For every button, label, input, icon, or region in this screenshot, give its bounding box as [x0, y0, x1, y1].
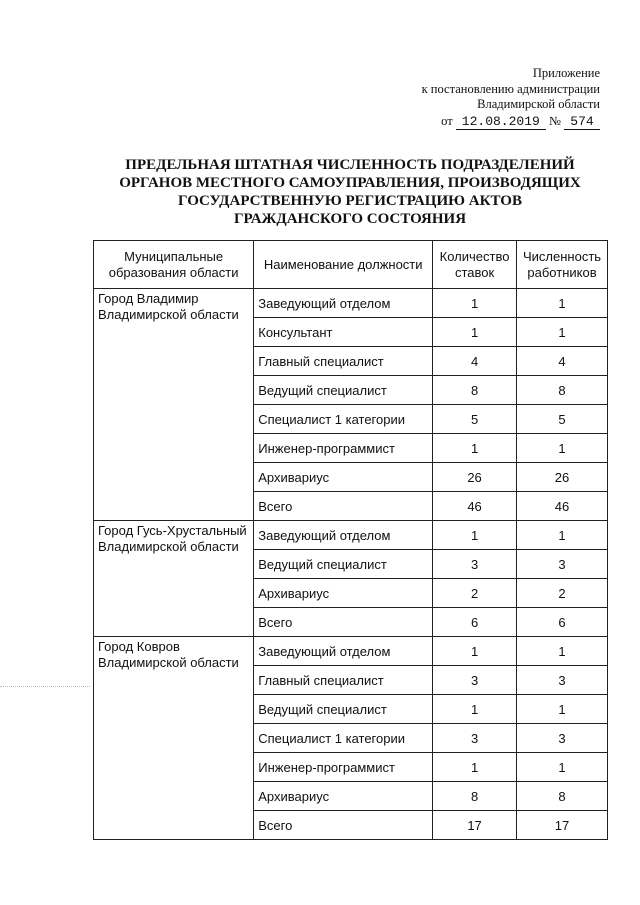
workers-cell: 1 [517, 753, 608, 782]
header-position: Наименование должности [254, 241, 433, 289]
resolution-date: 12.08.2019 [456, 115, 546, 130]
position-cell: Специалист 1 категории [254, 724, 433, 753]
position-cell: Главный специалист [254, 666, 433, 695]
rates-cell: 1 [433, 695, 517, 724]
title-line: ГРАЖДАНСКОГО СОСТОЯНИЯ [233, 211, 467, 227]
workers-cell: 2 [517, 579, 608, 608]
rates-cell: 4 [433, 347, 517, 376]
position-cell: Главный специалист [254, 347, 433, 376]
header-workers: Численность работников [517, 241, 608, 289]
workers-cell: 46 [517, 492, 608, 521]
title-line: ГОСУДАРСТВЕННУЮ РЕГИСТРАЦИЮ АКТОВ [178, 193, 522, 209]
position-cell: Архивариус [254, 782, 433, 811]
rates-cell: 1 [433, 521, 517, 550]
position-cell: Заведующий отделом [254, 289, 433, 318]
workers-cell: 3 [517, 724, 608, 753]
workers-cell: 26 [517, 463, 608, 492]
title-line: ПРЕДЕЛЬНАЯ ШТАТНАЯ ЧИСЛЕННОСТЬ ПОДРАЗДЕЛЕНИЙ [125, 157, 575, 173]
position-cell: Заведующий отделом [254, 521, 433, 550]
workers-cell: 1 [517, 289, 608, 318]
rates-cell: 26 [433, 463, 517, 492]
resolution-number: 574 [564, 115, 600, 130]
rates-cell: 8 [433, 376, 517, 405]
title-line: ОРГАНОВ МЕСТНОГО САМОУПРАВЛЕНИЯ, ПРОИЗВОДЯЩИХ [119, 175, 581, 191]
position-cell: Всего [254, 811, 433, 840]
municipality-cell: Город Ковров Владимирской области [94, 637, 254, 840]
position-cell: Ведущий специалист [254, 695, 433, 724]
appendix-resolution: к постановлению администрации [421, 81, 600, 96]
workers-cell: 3 [517, 666, 608, 695]
position-cell: Ведущий специалист [254, 376, 433, 405]
rates-cell: 8 [433, 782, 517, 811]
table-row [94, 521, 608, 550]
workers-cell: 3 [517, 550, 608, 579]
workers-cell: 8 [517, 376, 608, 405]
appendix-block [380, 66, 600, 130]
rates-cell: 2 [433, 579, 517, 608]
position-cell: Инженер-программист [254, 753, 433, 782]
municipality-cell: Город Гусь-Хрустальный Владимирской области [94, 521, 254, 637]
table-body [94, 289, 608, 840]
rates-cell: 6 [433, 608, 517, 637]
appendix-title: Приложение [532, 66, 600, 80]
position-cell: Консультант [254, 318, 433, 347]
position-cell: Всего [254, 608, 433, 637]
rates-cell: 1 [433, 753, 517, 782]
header-municipality: Муниципальные образования области [94, 241, 254, 289]
rates-cell: 3 [433, 550, 517, 579]
position-cell: Специалист 1 категории [254, 405, 433, 434]
rates-cell: 1 [433, 289, 517, 318]
position-cell: Архивариус [254, 579, 433, 608]
workers-cell: 17 [517, 811, 608, 840]
scan-artifact [0, 686, 90, 687]
from-label: от [441, 113, 453, 128]
position-cell: Инженер-программист [254, 434, 433, 463]
document-title [95, 156, 605, 228]
table-row [94, 289, 608, 318]
rates-cell: 5 [433, 405, 517, 434]
number-label: № [548, 113, 561, 128]
rates-cell: 1 [433, 318, 517, 347]
workers-cell: 6 [517, 608, 608, 637]
workers-cell: 4 [517, 347, 608, 376]
table-header-row [94, 241, 608, 289]
position-cell: Заведующий отделом [254, 637, 433, 666]
rates-cell: 17 [433, 811, 517, 840]
position-cell: Архивариус [254, 463, 433, 492]
rates-cell: 1 [433, 637, 517, 666]
workers-cell: 1 [517, 318, 608, 347]
workers-cell: 8 [517, 782, 608, 811]
workers-cell: 1 [517, 637, 608, 666]
position-cell: Всего [254, 492, 433, 521]
rates-cell: 3 [433, 724, 517, 753]
workers-cell: 5 [517, 405, 608, 434]
table-row [94, 637, 608, 666]
rates-cell: 46 [433, 492, 517, 521]
appendix-region: Владимирской области [477, 97, 600, 111]
workers-cell: 1 [517, 695, 608, 724]
staff-table [93, 240, 608, 840]
appendix-date-number [380, 114, 600, 130]
position-cell: Ведущий специалист [254, 550, 433, 579]
rates-cell: 1 [433, 434, 517, 463]
workers-cell: 1 [517, 521, 608, 550]
rates-cell: 3 [433, 666, 517, 695]
workers-cell: 1 [517, 434, 608, 463]
header-rates: Количество ставок [433, 241, 517, 289]
municipality-cell: Город Владимир Владимирской области [94, 289, 254, 521]
